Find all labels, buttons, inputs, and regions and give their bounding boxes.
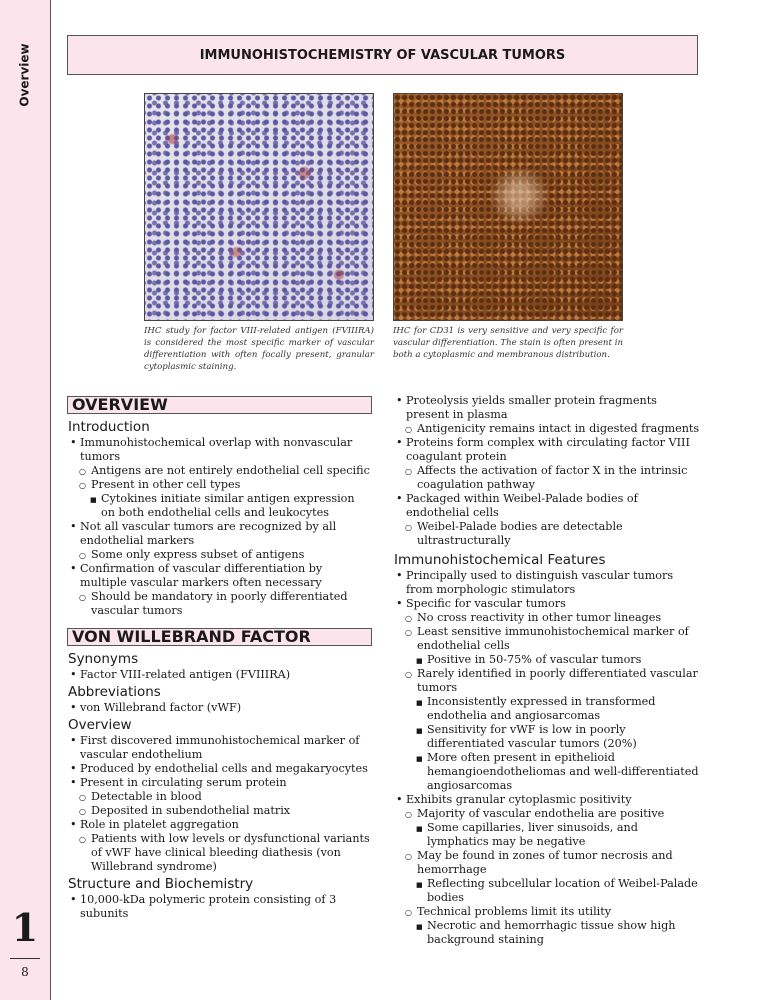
- bullet-item: • First discovered immunohistochemical marker of vascular endothelium: [67, 734, 372, 762]
- subheading-synonyms: Synonyms: [68, 651, 139, 667]
- bullet-item: ■ Necrotic and hemorrhagic tissue show high background staining: [393, 919, 703, 947]
- chapter-number: 1: [11, 905, 39, 950]
- page-number: 8: [21, 965, 29, 979]
- bullet-item: ○ Rarely identified in poorly differentiated vascular tumors: [393, 667, 703, 695]
- cd31-ihc-image: [393, 93, 623, 321]
- bullet-item: ○ Majority of vascular endothelia are positive: [393, 807, 703, 821]
- bullet-item: ○ Affects the activation of factor X in the intrinsic coagulation pathway: [393, 464, 703, 492]
- subheading-overview: Overview: [68, 717, 132, 733]
- page-title: IMMUNOHISTOCHEMISTRY OF VASCULAR TUMORS: [67, 35, 698, 75]
- right-column: [393, 394, 703, 947]
- figure-caption-2: IHC for CD31 is very sensitive and very specific for vascular differentiation. The stain is often present in both a cytoplasmic and membranous distribution.: [393, 326, 623, 360]
- bullet-item: ○ Should be mandatory in poorly differentiated vascular tumors: [67, 590, 372, 618]
- bullet-item: ■ Inconsistently expressed in transformed endothelia and angiosarcomas: [393, 695, 703, 723]
- bullet-item: • Not all vascular tumors are recognized by all endothelial markers: [67, 520, 372, 548]
- bullet-item: ○ Some only express subset of antigens: [67, 548, 372, 562]
- section-heading-vwf: VON WILLEBRAND FACTOR: [67, 628, 372, 646]
- bullet-item: ○ Detectable in blood: [67, 790, 372, 804]
- bullet-item: • Immunohistochemical overlap with nonvascular tumors: [67, 436, 372, 464]
- bullet-item: • Principally used to distinguish vascular tumors from morphologic stimulators: [393, 569, 703, 597]
- bullet-item: • Specific for vascular tumors: [393, 597, 703, 611]
- bullet-list: [67, 893, 372, 921]
- bullet-item: ○ Deposited in subendothelial matrix: [67, 804, 372, 818]
- bullet-item: ■ Sensitivity for vWF is low in poorly differentiated vascular tumors (20%): [393, 723, 703, 751]
- bullet-list: [67, 701, 372, 715]
- bullet-list: [67, 436, 372, 618]
- bullet-list: [67, 734, 372, 874]
- page-rule: [10, 958, 40, 959]
- bullet-item: ○ Least sensitive immunohistochemical marker of endothelial cells: [393, 625, 703, 653]
- bullet-item: ○ May be found in zones of tumor necrosis and hemorrhage: [393, 849, 703, 877]
- bullet-item: • Confirmation of vascular differentiation by multiple vascular markers often necessary: [67, 562, 372, 590]
- bullet-item: ■ Cytokines initiate similar antigen expression on both endothelial cells and leukocytes: [67, 492, 372, 520]
- bullet-item: • Exhibits granular cytoplasmic positivity: [393, 793, 703, 807]
- fviiira-ihc-image: [144, 93, 374, 321]
- subheading-structure: Structure and Biochemistry: [68, 876, 254, 892]
- bullet-item: ○ Antigens are not entirely endothelial cell specific: [67, 464, 372, 478]
- bullet-item: ○ Weibel-Palade bodies are detectable ultrastructurally: [393, 520, 703, 548]
- sidebar: [0, 0, 51, 1000]
- subheading-abbreviations: Abbreviations: [68, 684, 161, 700]
- bullet-item: ○ Present in other cell types: [67, 478, 372, 492]
- section-label: Overview: [18, 43, 32, 107]
- bullet-item: • Factor VIII-related antigen (FVIIIRA): [67, 668, 372, 682]
- bullet-item: ■ Some capillaries, liver sinusoids, and lymphatics may be negative: [393, 821, 703, 849]
- bullet-item: • Role in platelet aggregation: [67, 818, 372, 832]
- left-column: [67, 396, 372, 921]
- figure-caption-1: IHC study for factor VIII-related antigen (FVIIIRA) is considered the most specific marker of vascular differentiation with often focally present, granular cytoplasmic staining.: [144, 326, 374, 372]
- bullet-item: • Packaged within Weibel-Palade bodies of endothelial cells: [393, 492, 703, 520]
- bullet-list: [67, 668, 372, 682]
- bullet-item: ○ Patients with low levels or dysfunctional variants of vWF have clinical bleeding diathesis (von Willebrand syndrome): [67, 832, 372, 874]
- bullet-list: [393, 569, 703, 947]
- bullet-item: ■ More often present in epithelioid hemangioendotheliomas and well-differentiated angiosarcomas: [393, 751, 703, 793]
- bullet-item: ■ Reflecting subcellular location of Weibel-Palade bodies: [393, 877, 703, 905]
- section-heading-overview: OVERVIEW: [67, 396, 372, 414]
- bullet-item: ○ No cross reactivity in other tumor lineages: [393, 611, 703, 625]
- bullet-item: ■ Positive in 50-75% of vascular tumors: [393, 653, 703, 667]
- bullet-item: • Proteolysis yields smaller protein fragments present in plasma: [393, 394, 703, 422]
- subheading-introduction: Introduction: [68, 419, 150, 435]
- bullet-item: • Produced by endothelial cells and megakaryocytes: [67, 762, 372, 776]
- bullet-item: ○ Antigenicity remains intact in digested fragments: [393, 422, 703, 436]
- bullet-item: • von Willebrand factor (vWF): [67, 701, 372, 715]
- bullet-item: • 10,000-kDa polymeric protein consisting of 3 subunits: [67, 893, 372, 921]
- subheading-ihc-features: Immunohistochemical Features: [394, 552, 606, 568]
- bullet-item: • Proteins form complex with circulating factor VIII coagulant protein: [393, 436, 703, 464]
- bullet-item: ○ Technical problems limit its utility: [393, 905, 703, 919]
- bullet-item: • Present in circulating serum protein: [67, 776, 372, 790]
- bullet-list: [393, 394, 703, 548]
